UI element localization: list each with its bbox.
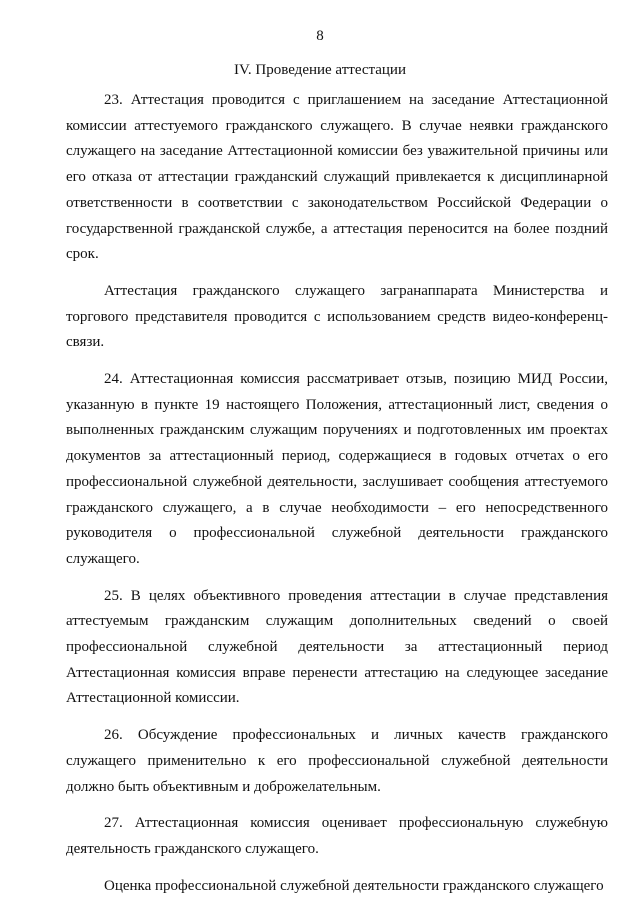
paragraph-27: 27. Аттестационная комиссия оценивает профессиональную служебную деятельность гражданского служащего.: [66, 815, 608, 857]
document-body: [66, 88, 608, 899]
section-title: IV. Проведение аттестации: [234, 62, 406, 78]
page-number: 8: [316, 28, 324, 44]
paragraph-26: 26. Обсуждение профессиональных и личных качеств гражданского служащего применительно к его профессиональной служебной деятельности должно быть объективным и доброжелательным.: [66, 727, 608, 795]
paragraph-25: 25. В целях объективного проведения аттестации в случае представления аттестуемым гражданским служащим дополнительных сведений о своей профессиональной служебной деятельности за аттестационный период Аттестационная комиссия вправе перенести аттестацию на следующее заседание Аттестационной комиссии.: [66, 587, 608, 707]
paragraph-23-continuation: Аттестация гражданского служащего загранаппарата Министерства и торгового представителя проводится с использованием средств видео-конференц-связи.: [66, 282, 608, 351]
paragraph-24: 24. Аттестационная комиссия рассматривает отзыв, позицию МИД России, указанную в пункте 19 настоящего Положения, аттестационный лист, сведения о выполненных гражданским служащим поручениях и подготовленных им проектах документов за аттестационный период, содержащиеся в годовых отчетах о его профессиональной служебной деятельности, заслушивает сообщения аттестуемого гражданского служащего, а в случае необходимости – его непосредственного руководителя о профессиональной служебной деятельности гражданского служащего.: [66, 371, 608, 567]
paragraph-23: 23. Аттестация проводится с приглашением на заседание Аттестационной комиссии аттестуемого гражданского служащего. В случае неявки гражданского служащего на заседание Аттестационной комиссии без уважительной причины или его отказа от аттестации гражданский служащий привлекается к дисциплинарной ответственности в соответствии с законодательством Российской Федерации о государственной гражданской службе, а аттестация переносится на более поздний срок.: [66, 92, 608, 263]
paragraph-27-continuation: Оценка профессиональной служебной деятельности гражданского служащего: [104, 877, 604, 894]
